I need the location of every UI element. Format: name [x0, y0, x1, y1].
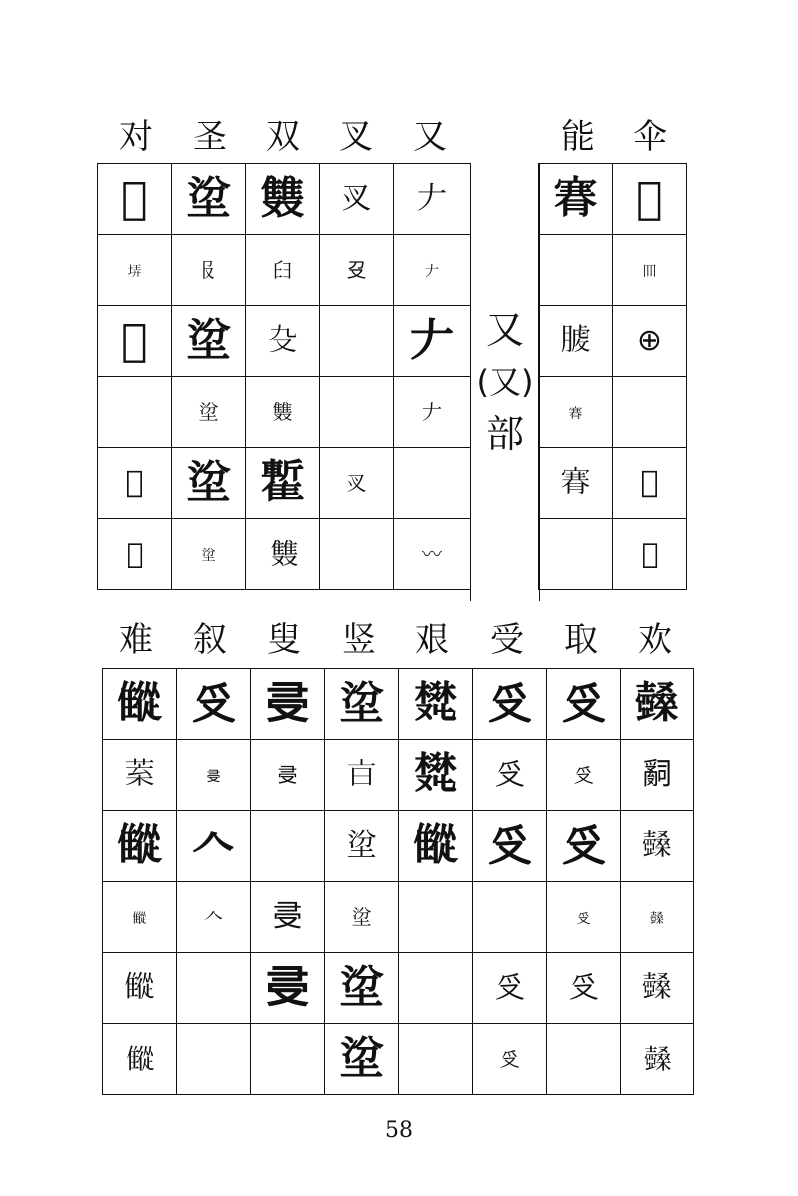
glyph-cell — [320, 164, 394, 235]
glyph-form: 𩀨 — [123, 1044, 157, 1070]
glyph-cell — [172, 519, 246, 590]
glyph-form: 𡕏 — [642, 970, 672, 1005]
grid-row — [103, 953, 694, 1024]
glyph-form: 𡌂 — [346, 828, 377, 863]
glyph-cell — [394, 519, 471, 590]
grid-row — [539, 235, 687, 306]
glyph-cell — [473, 953, 547, 1024]
glyph-form: 𣅀 — [346, 757, 377, 792]
glyph-cell — [547, 882, 621, 953]
glyph-cell — [399, 669, 473, 740]
glyph-cell — [251, 740, 325, 811]
glyph-form: 𤕩 — [413, 749, 458, 800]
glyph-form: 𤔲 — [642, 757, 672, 792]
glyph-form: 㕚 — [346, 470, 367, 495]
glyph-cell — [172, 377, 246, 448]
glyph-form: 𠆢 — [191, 820, 236, 871]
glyph-cell — [103, 811, 177, 882]
header-char: 叟 — [267, 620, 301, 660]
glyph-form: 𠬶 — [265, 962, 310, 1013]
glyph-form: 𡕏 — [641, 1044, 674, 1070]
glyph-cell — [177, 953, 251, 1024]
header-char: 取 — [564, 620, 598, 660]
glyph-cell — [613, 377, 687, 448]
glyph-cell — [399, 811, 473, 882]
glyph-cell — [473, 882, 547, 953]
glyph-form: 𡕏 — [650, 910, 664, 927]
glyph-cell — [539, 235, 613, 306]
glyph-cell — [539, 519, 613, 590]
grid-row — [103, 1024, 694, 1095]
glyph-form: 𩀨 — [117, 678, 162, 729]
glyph-form: ⊕ — [636, 323, 663, 358]
grid-row — [98, 306, 471, 377]
header-char: 又 — [413, 117, 447, 157]
glyph-cell — [103, 740, 177, 811]
glyph-form: 𠂇 — [425, 263, 439, 280]
glyph-form: 𫿒 — [118, 536, 152, 568]
glyph-form: 𠬪 — [561, 678, 606, 729]
glyph-form: 𩀧 — [260, 457, 305, 508]
glyph-cell — [399, 953, 473, 1024]
glyph-cell — [539, 164, 613, 235]
glyph-cell — [613, 235, 687, 306]
glyph-form: 𠬪 — [499, 1046, 520, 1071]
glyph-cell — [246, 377, 320, 448]
glyph-cell — [325, 669, 399, 740]
glyph-form: 𩀨 — [413, 820, 458, 871]
header-char: 对 — [119, 117, 153, 157]
glyph-form: 𦞫 — [560, 465, 591, 500]
glyph-form: 𠆢 — [203, 904, 224, 929]
glyph-cell — [177, 882, 251, 953]
glyph-cell — [547, 811, 621, 882]
glyph-cell — [613, 164, 687, 235]
grid-row — [539, 377, 687, 448]
glyph-form: 𠬪 — [487, 820, 532, 871]
glyph-cell — [613, 306, 687, 377]
grid-row — [539, 519, 687, 590]
glyph-cell — [98, 377, 172, 448]
glyph-cell — [246, 164, 320, 235]
glyph-cell — [98, 306, 172, 377]
glyph-cell — [246, 519, 320, 590]
glyph-form: 𡌂 — [186, 173, 231, 224]
glyph-form: 𠬛 — [346, 257, 367, 282]
header-char: 能 — [561, 117, 595, 157]
glyph-cell — [177, 669, 251, 740]
glyph-cell — [399, 882, 473, 953]
glyph-cell — [394, 164, 471, 235]
glyph-cell — [251, 953, 325, 1024]
glyph-form: 𠬪 — [494, 757, 525, 792]
glyph-form: 𫿒 — [125, 465, 144, 500]
radical-suffix: 部 — [485, 412, 524, 456]
glyph-form: 𦯧 — [124, 757, 155, 792]
page-number: 58 — [385, 1118, 413, 1143]
glyph-cell — [172, 235, 246, 306]
grid-row — [539, 448, 687, 519]
grid-row — [103, 669, 694, 740]
glyph-cell — [172, 306, 246, 377]
glyph-form: 𩀨 — [117, 820, 162, 871]
glyph-cell — [325, 882, 399, 953]
glyph-form: 𦌰 — [636, 173, 663, 224]
glyph-form: 𦥑 — [272, 257, 293, 282]
glyph-form: 𫿒 — [121, 173, 148, 224]
grid-row — [103, 882, 694, 953]
glyph-cell — [177, 811, 251, 882]
glyph-cell — [103, 953, 177, 1024]
glyph-cell — [103, 1024, 177, 1095]
glyph-cell — [547, 669, 621, 740]
header-char: 叙 — [193, 620, 227, 660]
top-left-grid — [97, 163, 471, 590]
glyph-form: 䨇 — [272, 399, 293, 424]
glyph-form: 䨇 — [260, 173, 305, 224]
header-char: 艰 — [415, 620, 449, 660]
glyph-cell — [177, 1024, 251, 1095]
glyph-cell — [613, 448, 687, 519]
glyph-cell — [251, 882, 325, 953]
glyph-cell — [172, 164, 246, 235]
glyph-form: 䨇 — [266, 539, 300, 565]
glyph-cell — [539, 377, 613, 448]
header-char: 伞 — [633, 117, 667, 157]
glyph-form: 𡌂 — [198, 399, 219, 424]
glyph-form: 𠬪 — [561, 820, 606, 871]
header-char: 叉 — [339, 117, 373, 157]
grid-row — [98, 519, 471, 590]
glyph-cell — [613, 519, 687, 590]
glyph-cell — [473, 669, 547, 740]
glyph-cell — [394, 448, 471, 519]
glyph-cell — [399, 740, 473, 811]
glyph-cell — [320, 519, 394, 590]
glyph-cell — [325, 811, 399, 882]
grid-row — [98, 235, 471, 306]
glyph-cell — [325, 1024, 399, 1095]
grid-row — [103, 811, 694, 882]
glyph-cell — [103, 882, 177, 953]
glyph-form: 𠬝 — [198, 257, 219, 282]
grid-row — [98, 377, 471, 448]
glyph-cell — [621, 882, 694, 953]
glyph-cell — [621, 740, 694, 811]
glyph-cell — [246, 306, 320, 377]
glyph-form: 𠬪 — [494, 970, 525, 1005]
glyph-form: 𡌂 — [186, 315, 231, 366]
header-char: 双 — [266, 117, 300, 157]
glyph-cell — [251, 1024, 325, 1095]
glyph-cell — [394, 235, 471, 306]
glyph-form: 𠂇 — [422, 399, 442, 424]
glyph-form: 𠂇 — [417, 181, 447, 216]
glyph-cell — [177, 740, 251, 811]
radical-label — [470, 163, 540, 601]
glyph-form: 𡌂 — [351, 904, 372, 929]
glyph-form: 𦌰 — [633, 536, 667, 568]
radical-variant: (又) — [476, 363, 534, 401]
glyph-cell — [539, 448, 613, 519]
glyph-cell — [320, 377, 394, 448]
glyph-cell — [473, 740, 547, 811]
glyph-cell — [320, 448, 394, 519]
glyph-form: 𡕏 — [635, 678, 679, 729]
header-char: 欢 — [638, 620, 672, 660]
glyph-form: 𡌂 — [201, 547, 216, 564]
glyph-form: 㕚 — [341, 181, 372, 216]
glyph-cell — [98, 448, 172, 519]
glyph-form: 𠙌 — [121, 315, 148, 366]
glyph-form: 𡕏 — [642, 828, 672, 863]
glyph-form: 𡋱 — [127, 263, 142, 280]
header-char: 竖 — [342, 620, 376, 660]
glyph-cell — [251, 669, 325, 740]
glyph-form: 𠬪 — [487, 678, 532, 729]
radical-char: 又 — [485, 308, 524, 352]
glyph-form: 𦞫 — [553, 173, 598, 224]
glyph-form: 𠂇 — [410, 315, 454, 366]
glyph-cell — [103, 669, 177, 740]
glyph-form: 𠬶 — [277, 762, 298, 787]
glyph-form: 𠬪 — [568, 970, 599, 1005]
glyph-form: 𠬪 — [573, 762, 594, 787]
glyph-form: 𠬚 — [267, 323, 298, 358]
glyph-cell — [172, 448, 246, 519]
glyph-cell — [320, 306, 394, 377]
glyph-form: 𦌰 — [640, 465, 659, 500]
header-char: 受 — [490, 620, 524, 660]
glyph-cell — [320, 235, 394, 306]
glyph-cell — [251, 811, 325, 882]
glyph-form: 𡌂 — [339, 678, 384, 729]
glyph-cell — [547, 740, 621, 811]
top-right-grid — [538, 163, 687, 590]
glyph-form: 𡌂 — [339, 962, 384, 1013]
glyph-cell — [547, 1024, 621, 1095]
glyph-form: 𡌂 — [186, 457, 231, 508]
glyph-form: 𩀨 — [124, 970, 155, 1005]
glyph-form: 𠬪 — [576, 910, 591, 927]
header-char: 难 — [119, 620, 153, 660]
glyph-cell — [539, 306, 613, 377]
glyph-cell — [98, 235, 172, 306]
glyph-cell — [621, 811, 694, 882]
glyph-cell — [621, 669, 694, 740]
glyph-form: 𦞫 — [568, 405, 583, 422]
glyph-form: 𡌂 — [339, 1033, 384, 1084]
glyph-cell — [394, 377, 471, 448]
glyph-cell — [473, 1024, 547, 1095]
glyph-cell — [394, 306, 471, 377]
glyph-form: 𠬶 — [272, 899, 303, 934]
glyph-form: 〰 — [422, 541, 442, 566]
header-char: 圣 — [193, 117, 227, 157]
glyph-form: 𩀨 — [132, 910, 147, 927]
grid-row — [103, 740, 694, 811]
glyph-form: 𤕩 — [413, 678, 458, 729]
glyph-cell — [246, 235, 320, 306]
glyph-cell — [473, 811, 547, 882]
grid-row — [98, 164, 471, 235]
glyph-cell — [621, 953, 694, 1024]
glyph-cell — [246, 448, 320, 519]
glyph-form: 𠬪 — [191, 678, 236, 729]
glyph-form: 𦉫 — [642, 263, 657, 280]
glyph-form: 𦞬 — [560, 323, 591, 358]
grid-row — [539, 306, 687, 377]
glyph-cell — [325, 953, 399, 1024]
glyph-cell — [98, 164, 172, 235]
grid-row — [539, 164, 687, 235]
glyph-cell — [547, 953, 621, 1024]
glyph-cell — [98, 519, 172, 590]
glyph-cell — [325, 740, 399, 811]
glyph-cell — [399, 1024, 473, 1095]
bottom-grid — [102, 668, 694, 1095]
glyph-form: 𠬶 — [265, 678, 310, 729]
grid-row — [98, 448, 471, 519]
glyph-cell — [621, 1024, 694, 1095]
glyph-form: 𠬶 — [206, 768, 221, 785]
